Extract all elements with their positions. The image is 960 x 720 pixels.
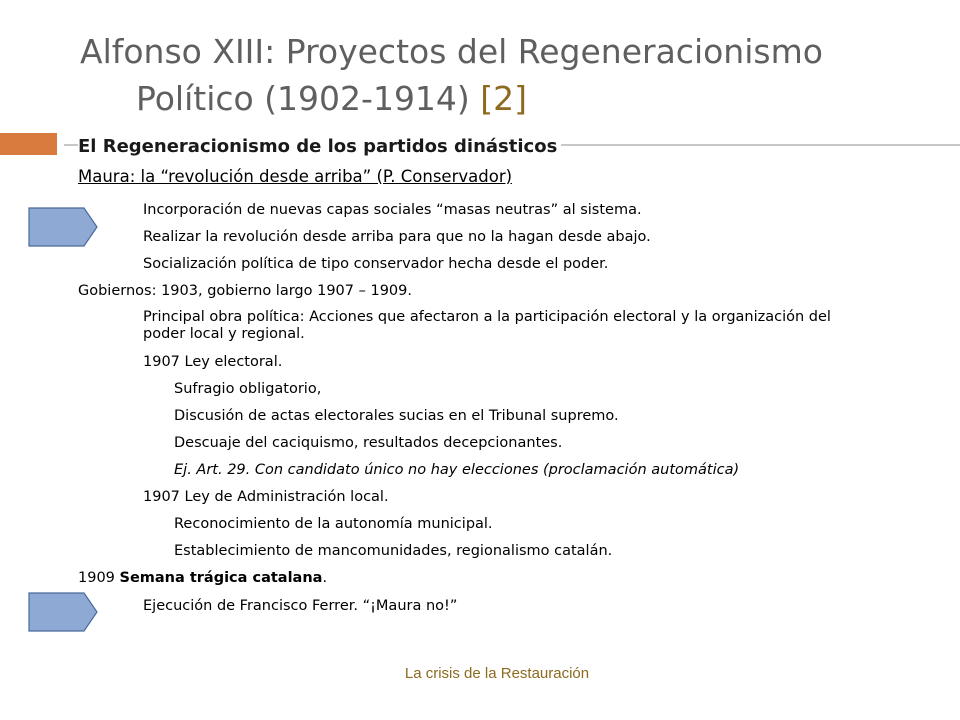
ley-administracion-item: Reconocimiento de la autonomía municipal. xyxy=(174,516,493,532)
obra-politica-text: Principal obra política: Acciones que afectaron a la participación electoral y la organización del poder local y regional. xyxy=(143,309,831,342)
gobiernos-text: Gobiernos: 1903, gobierno largo 1907 – 1909. xyxy=(78,283,412,299)
maura-heading: Maura: la “revolución desde arriba” (P. Conservador) xyxy=(78,167,513,186)
slide-footer: La crisis de la Restauración xyxy=(404,665,590,682)
semana-name: Semana trágica catalana xyxy=(119,570,323,586)
title-number: [2] xyxy=(480,79,528,118)
maura-item: Incorporación de nuevas capas sociales “masas neutras” al sistema. xyxy=(143,202,642,218)
semana-tragica-line xyxy=(78,568,327,588)
title-line1: Alfonso XIII: Proyectos del Regeneracionismo xyxy=(80,32,823,71)
section-subtitle: El Regeneracionismo de los partidos dinásticos xyxy=(78,134,561,160)
ley-administracion-label: 1907 Ley de Administración local. xyxy=(143,489,389,505)
arrow-icon xyxy=(28,207,98,247)
ley-electoral-item: Descuaje del caciquismo, resultados decepcionantes. xyxy=(174,435,563,451)
ley-electoral-example: Ej. Art. 29. Con candidato único no hay elecciones (proclamación automática) xyxy=(174,462,740,478)
title-line2: Político (1902-1914) xyxy=(136,79,481,118)
maura-item: Socialización política de tipo conservador hecha desde el poder. xyxy=(143,256,609,272)
arrow-icon xyxy=(28,592,98,632)
ley-electoral-item: Discusión de actas electorales sucias en el Tribunal supremo. xyxy=(174,408,619,424)
accent-bar xyxy=(0,133,57,155)
ley-administracion-item: Establecimiento de mancomunidades, regionalismo catalán. xyxy=(174,543,613,559)
slide-title xyxy=(80,28,940,122)
maura-item: Realizar la revolución desde arriba para que no la hagan desde abajo. xyxy=(143,229,651,245)
semana-year: 1909 xyxy=(78,570,120,586)
ferrer-text: Ejecución de Francisco Ferrer. “¡Maura no!” xyxy=(143,598,458,614)
ley-electoral-item: Sufragio obligatorio, xyxy=(174,381,322,397)
ley-electoral-label: 1907 Ley electoral. xyxy=(143,354,283,370)
semana-period: . xyxy=(322,570,328,586)
